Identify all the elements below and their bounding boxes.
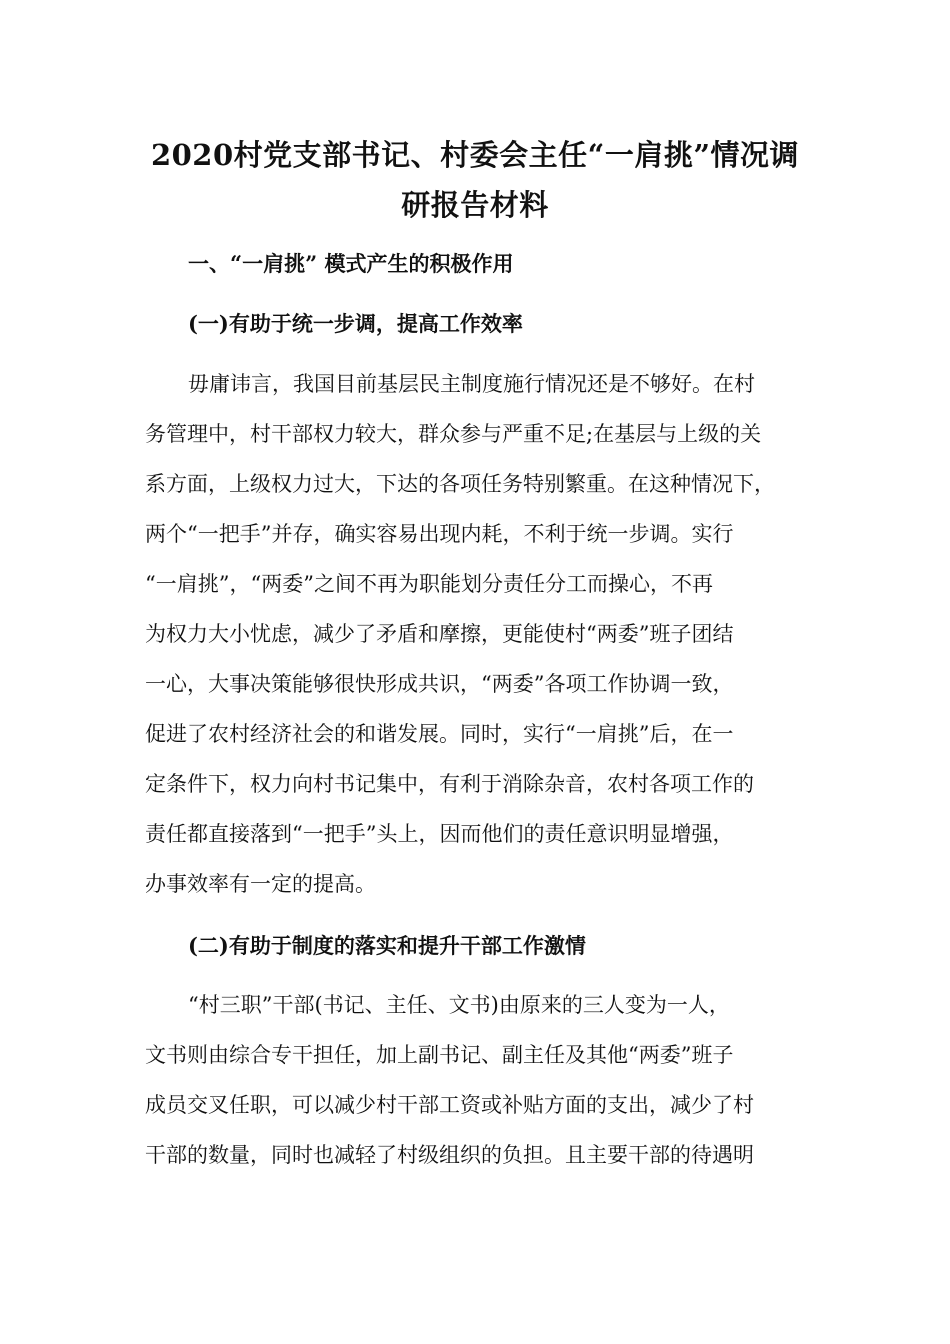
paragraph-1-line: 毋庸讳言，我国目前基层民主制度施行情况还是不够好。在村 — [188, 372, 755, 396]
paragraph-2-line: 文书则由综合专干担任，加上副书记、副主任及其他“两委”班子 — [145, 1043, 734, 1067]
paragraph-1-line: 促进了农村经济社会的和谐发展。同时，实行“一肩挑”后，在一 — [145, 722, 734, 746]
paragraph-1-line: “一肩挑”，“两委”之间不再为职能划分责任分工而操心，不再 — [145, 572, 713, 596]
paragraph-1-line: 办事效率有一定的提高。 — [145, 872, 376, 896]
paragraph-2-line: “村三职”干部(书记、主任、文书)由原来的三人变为一人， — [188, 993, 730, 1017]
subsection-heading-1: (一)有助于统一步调，提高工作效率 — [188, 311, 523, 336]
paragraph-2-line: 成员交叉任职，可以减少村干部工资或补贴方面的支出，减少了村 — [145, 1093, 754, 1117]
paragraph-1-line: 一心，大事决策能够很快形成共识，“两委”各项工作协调一致， — [145, 672, 734, 696]
section-heading: 一、“一肩挑” 模式产生的积极作用 — [188, 251, 514, 276]
paragraph-1-line: 责任都直接落到“一把手”头上，因而他们的责任意识明显增强， — [145, 822, 734, 846]
paragraph-1-line: 两个“一把手”并存，确实容易出现内耗，不利于统一步调。实行 — [145, 522, 734, 546]
subsection-heading-2: (二)有助于制度的落实和提升干部工作激情 — [188, 933, 586, 958]
paragraph-1-line: 系方面，上级权力过大，下达的各项任务特别繁重。在这种情况下， — [145, 472, 775, 496]
document-title — [145, 130, 805, 230]
paragraph-1-line: 为权力大小忧虑，减少了矛盾和摩擦，更能使村“两委”班子团结 — [145, 622, 734, 646]
paragraph-1-line: 定条件下，权力向村书记集中，有利于消除杂音，农村各项工作的 — [145, 772, 754, 796]
paragraph-1-line: 务管理中，村干部权力较大，群众参与严重不足;在基层与上级的关 — [145, 422, 762, 446]
title-line-1: 2020村党支部书记、村委会主任“一肩挑”情况调 — [150, 138, 800, 172]
paragraph-2-line: 干部的数量，同时也减轻了村级组织的负担。且主要干部的待遇明 — [145, 1143, 754, 1167]
title-line-2: 研报告材料 — [401, 188, 549, 222]
